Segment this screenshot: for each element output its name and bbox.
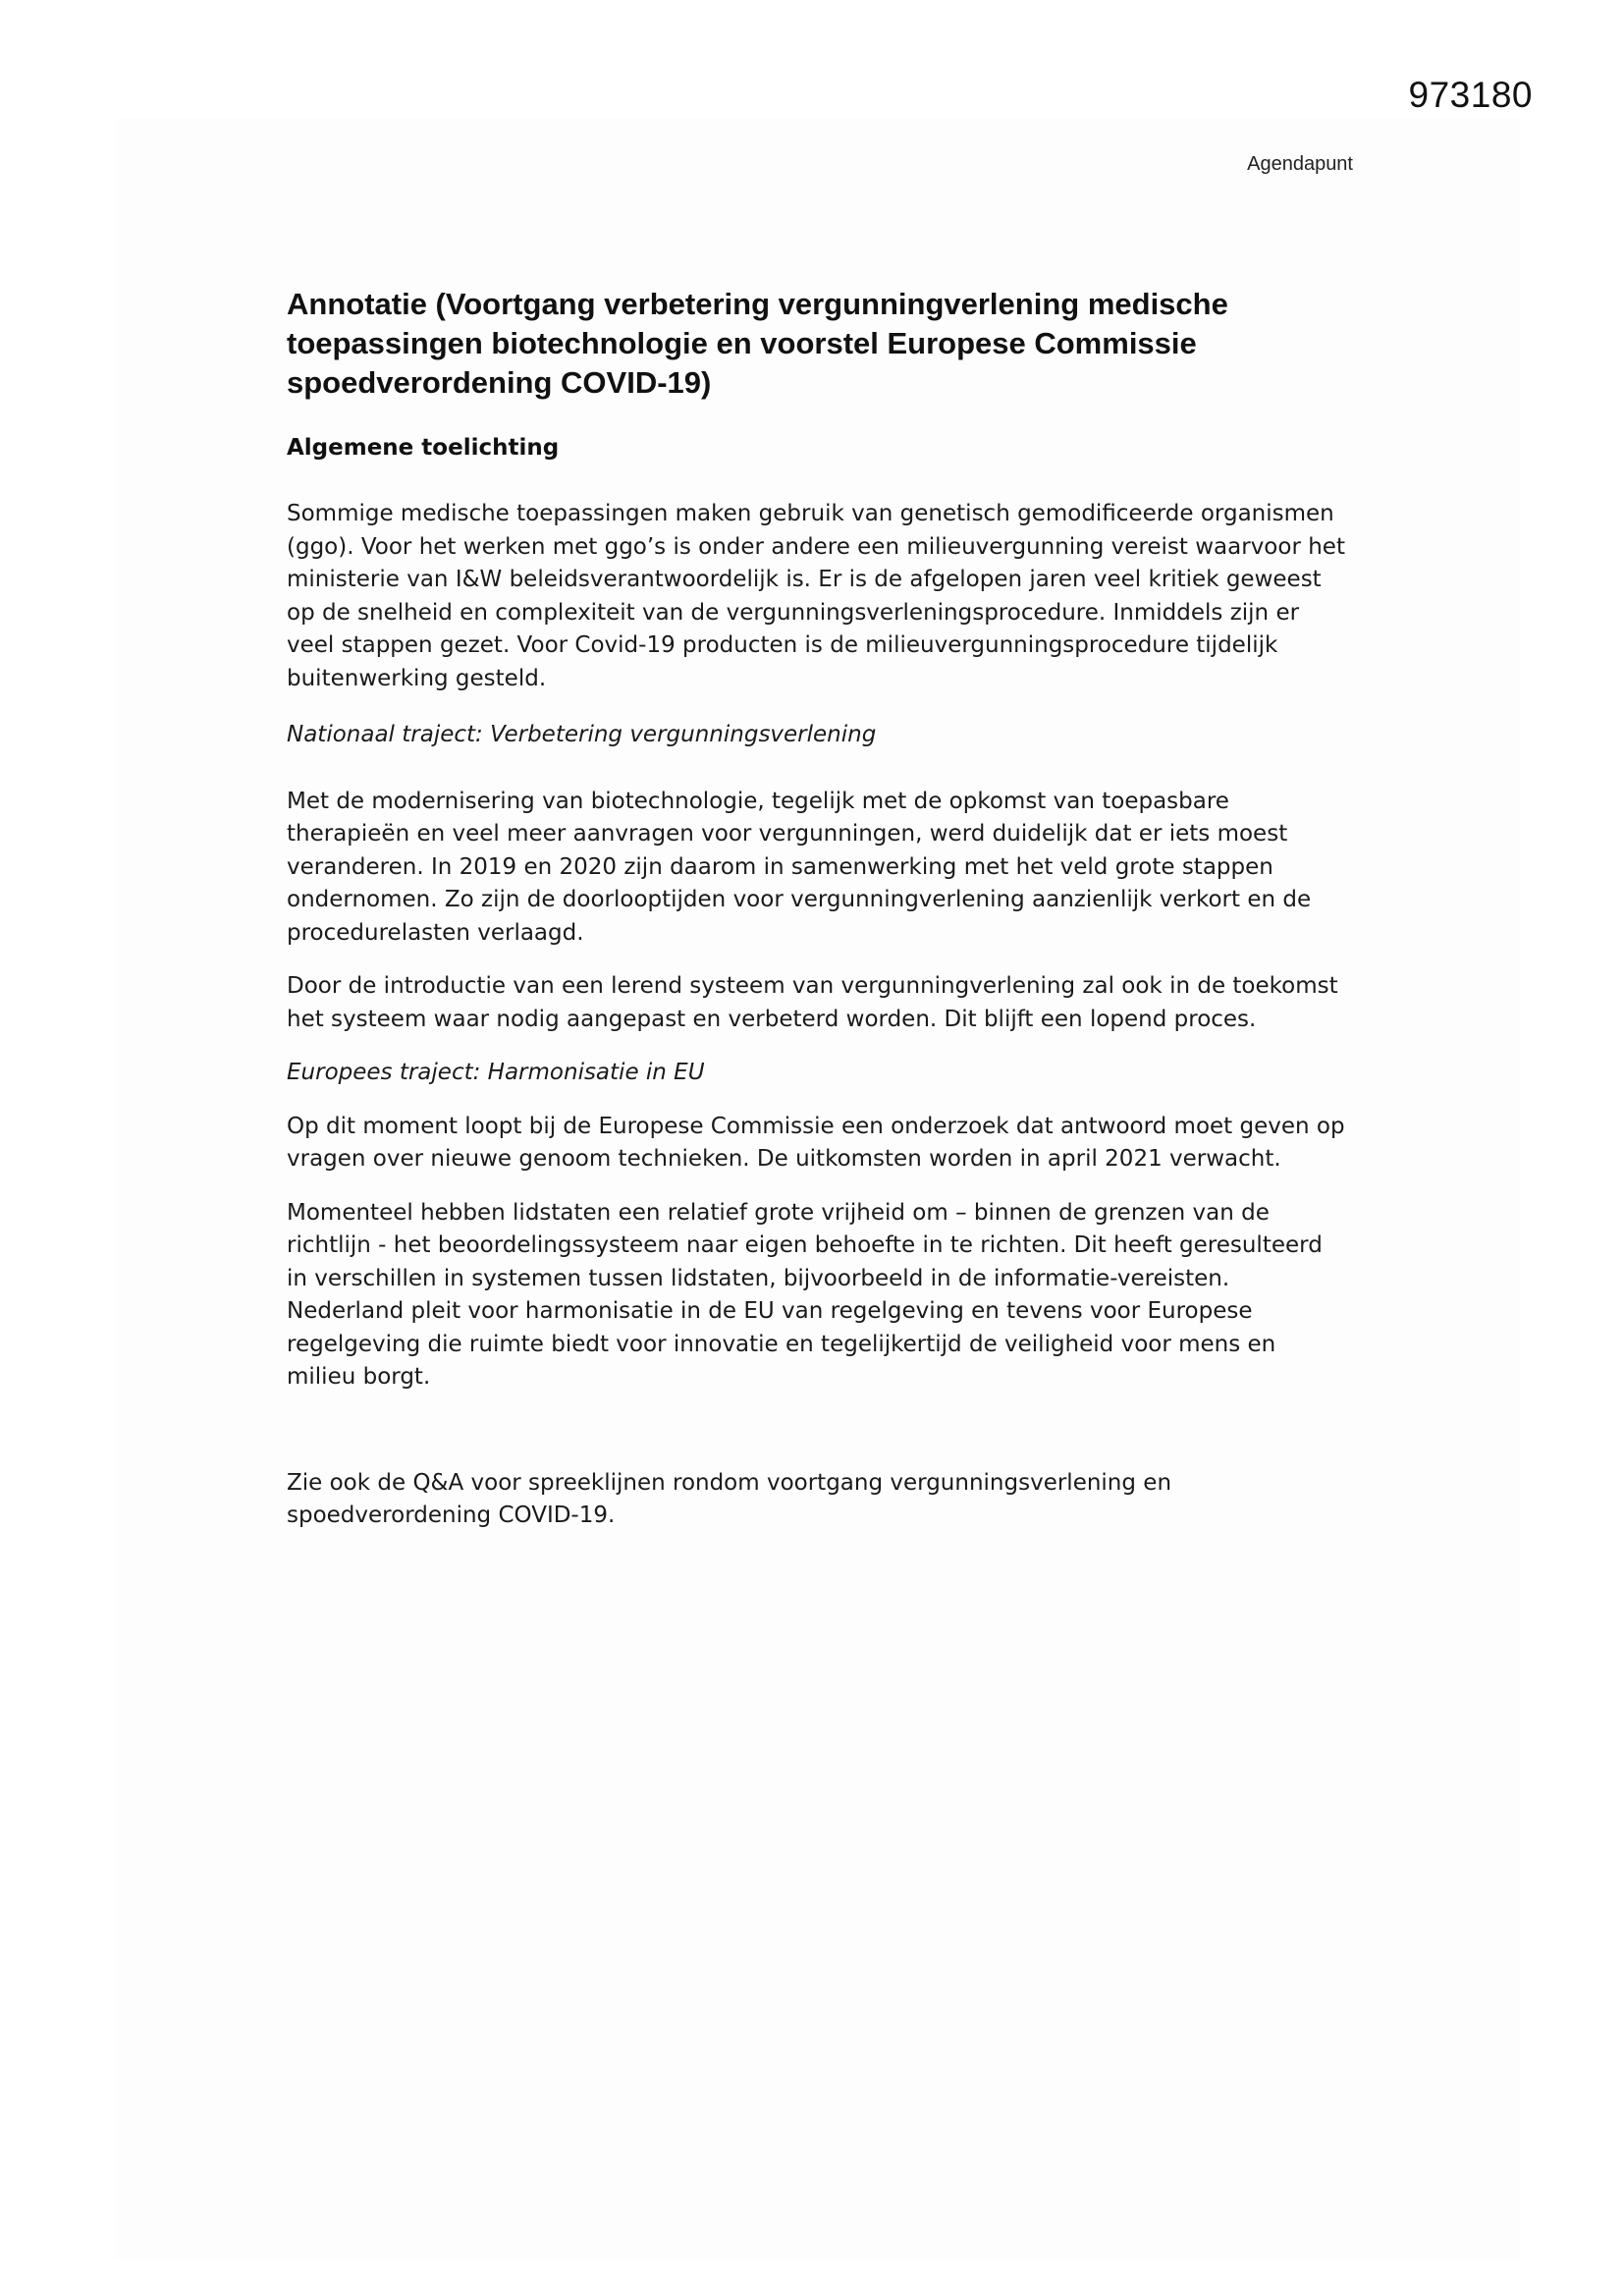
national-paragraph-2: Door de introductie van een lerend systeem van vergunningverlening zal ook in de toekomst het systeem waar nodig aangepast en verbeterd worden. Dit blijft een lopend proces. <box>287 973 1338 1032</box>
european-paragraph-1: Op dit moment loopt bij de Europese Commissie een onderzoek dat antwoord moet geven op vragen over nieuwe genoom technieken. De uitkomsten worden in april 2021 verwacht. <box>287 1113 1345 1172</box>
section-heading-general: Algemene toelichting <box>287 435 560 461</box>
european-paragraph-2: Momenteel hebben lidstaten een relatief grote vrijheid om – binnen de grenzen van de richtlijn - het beoordelingssysteem naar eigen behoefte in te richten. Dit heeft geresulteerd in verschillen in systemen tussen lidstaten, bijvoorbeeld in de informatie-vereisten. Nederland pleit voor harmonisatie in de EU van regelgeving en tevens voor Europese regelgeving die ruimte biedt voor innovatie en tegelijkertijd de veiligheid voor mens en milieu borgt. <box>287 1199 1323 1390</box>
closing-note: Zie ook de Q&A voor spreeklijnen rondom voortgang vergunningsverlening en spoedverordening COVID-19. <box>287 1469 1172 1528</box>
header-label: Agendapunt <box>1247 153 1353 175</box>
document-body <box>287 285 1347 1533</box>
section-heading-national: Nationaal traject: Verbetering vergunningsverlening <box>287 722 877 747</box>
section-heading-european: Europees traject: Harmonisatie in EU <box>287 1060 705 1085</box>
national-paragraph-1: Met de modernisering van biotechnologie, tegelijk met de opkomst van toepasbare therapieën en veel meer aanvragen voor vergunningen, werd duidelijk dat er iets moest veranderen. In 2019 en 2020 zijn daarom in samenwerking met het veld grote stappen ondernomen. Zo zijn de doorlooptijden voor vergunningverlening aanzienlijk verkort en de procedurelasten verlaagd. <box>287 788 1312 946</box>
general-paragraph: Sommige medische toepassingen maken gebruik van genetisch gemodificeerde organismen (ggo). Voor het werken met ggo’s is onder andere een milieuvergunning vereist waarvoor het ministerie van I&W beleidsverantwoordelijk is. Er is de afgelopen jaren veel kritiek geweest op de snelheid en complexiteit van de vergunningsverleningsprocedure. Inmiddels zijn er veel stappen gezet. Voor Covid-19 producten is de milieuvergunningsprocedure tijdelijk buitenwerking gesteld. <box>287 501 1345 691</box>
document-title: Annotatie (Voortgang verbetering vergunningverlening medische toepassingen biotechnologie en voorstel Europese Commissie spoedverordening COVID-19) <box>287 287 1228 400</box>
document-number: 973180 <box>1408 75 1533 115</box>
